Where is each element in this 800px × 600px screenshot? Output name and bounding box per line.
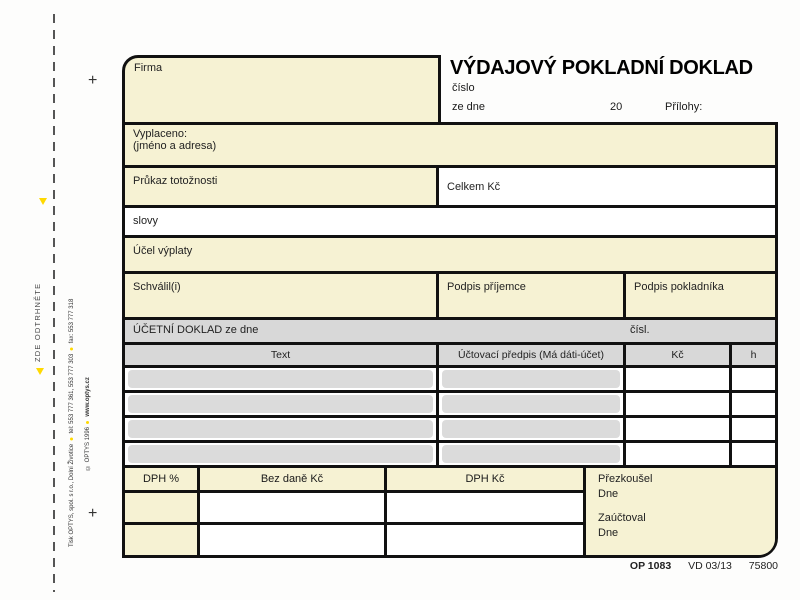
payment-purpose-field (125, 235, 775, 271)
bullet-icon: ● (68, 435, 75, 443)
czk-cell (626, 418, 732, 440)
firma-label: Firma (134, 62, 163, 74)
write-in-area (128, 370, 433, 388)
write-in-area (442, 395, 620, 413)
paid-to-label: Vyplaceno: (133, 128, 188, 140)
form-code-footer (122, 560, 778, 572)
column-header-posting-rule: Účtovací předpis (Má dáti-účet) (439, 345, 626, 365)
text-cell (125, 443, 439, 465)
vat-row (125, 522, 583, 555)
posting-rule-cell (439, 393, 626, 415)
vat-percent-cell (125, 493, 200, 522)
cashier-signature-field (626, 274, 775, 317)
hellers-cell (732, 418, 775, 440)
attachments-label: Přílohy: (665, 101, 703, 113)
without-tax-header: Bez daně Kč (200, 468, 387, 490)
identity-total-row (125, 165, 775, 205)
paid-to-field (125, 125, 775, 165)
bullet-icon: ● (68, 345, 75, 353)
year-prefix: 20 (610, 101, 623, 113)
website-text: www.optys.cz (85, 377, 91, 417)
form-number: 75800 (748, 560, 778, 572)
vat-section (125, 465, 775, 555)
posted-by-label: Zaúčtoval (598, 512, 646, 524)
posting-rule-cell (439, 368, 626, 390)
write-in-area (128, 420, 433, 438)
printer-name: Tisk OPTYS, spol. s r.o., Dolní Životice (69, 443, 75, 547)
vat-header-row (125, 468, 583, 490)
copyright-text: © OPTYS 1996 (85, 426, 91, 470)
table-row (125, 415, 775, 440)
text-cell (125, 393, 439, 415)
cashier-signature-label: Podpis pokladníka (634, 281, 724, 293)
registration-mark-top: + (88, 72, 98, 89)
tear-marker-icon (36, 368, 44, 375)
recipient-signature-field (439, 274, 626, 317)
printer-phone: tel: 553 777 361, 553 777 303 (69, 353, 75, 434)
accounting-document-label: ÚČETNÍ DOKLAD ze dne (133, 324, 259, 336)
registration-mark-bottom: + (88, 505, 98, 522)
checked-by-label: Přezkoušel (598, 473, 653, 485)
posted-date-label: Dne (598, 527, 619, 539)
table-header-row (125, 342, 775, 365)
printer-fax: fax: 553 777 318 (69, 298, 75, 344)
column-header-hellers: h (732, 345, 775, 365)
tear-marker-icon (39, 198, 47, 205)
column-header-text: Text (125, 345, 439, 365)
table-row (125, 440, 775, 465)
table-row (125, 390, 775, 415)
accounting-document-row (125, 317, 775, 342)
firma-field (122, 55, 441, 125)
amount-in-words-field (125, 205, 775, 235)
hellers-cell (732, 443, 775, 465)
write-in-area (442, 445, 620, 463)
without-tax-cell (200, 525, 387, 555)
column-header-czk: Kč (626, 345, 732, 365)
table-row (125, 365, 775, 390)
date-label: ze dne (452, 101, 486, 113)
total-czk-label: Celkem Kč (447, 181, 501, 193)
hellers-cell (732, 393, 775, 415)
approved-by-label: Schválil(i) (133, 281, 181, 293)
verification-block (583, 468, 775, 555)
number-label: číslo (452, 82, 475, 94)
payment-purpose-label: Účel výplaty (133, 245, 193, 257)
printer-info-line (68, 262, 75, 547)
tear-here-label: ZDE ODTRHNĚTE (33, 282, 42, 362)
accounting-number-label: čísl. (630, 324, 650, 336)
vat-czk-header: DPH Kč (387, 468, 583, 490)
czk-cell (626, 443, 732, 465)
write-in-area (442, 370, 620, 388)
posting-rule-cell (439, 418, 626, 440)
czk-cell (626, 368, 732, 390)
form-edition: VD 03/13 (688, 560, 732, 572)
checked-date-label: Dne (598, 488, 619, 500)
recipient-signature-label: Podpis příjemce (447, 281, 526, 293)
czk-cell (626, 393, 732, 415)
signatures-row (125, 271, 775, 317)
vat-percent-header: DPH % (125, 468, 200, 490)
text-cell (125, 368, 439, 390)
in-words-label: slovy (133, 215, 159, 227)
page-title: VÝDAJOVÝ POKLADNÍ DOKLAD (450, 57, 753, 79)
bullet-icon: ● (84, 418, 91, 426)
total-czk-field (439, 168, 775, 205)
vat-percent-cell (125, 525, 200, 555)
text-cell (125, 418, 439, 440)
identity-card-field (125, 168, 439, 205)
without-tax-cell (200, 493, 387, 522)
vat-czk-cell (387, 525, 583, 555)
vat-czk-cell (387, 493, 583, 522)
hellers-cell (732, 368, 775, 390)
vat-table (125, 468, 583, 555)
identity-card-label: Průkaz totožnosti (133, 175, 218, 187)
approved-by-field (125, 274, 439, 317)
perforation-dashed-line (53, 14, 55, 592)
vat-row (125, 490, 583, 522)
form-body (122, 122, 778, 558)
write-in-area (128, 445, 433, 463)
write-in-area (128, 395, 433, 413)
copyright-line (84, 335, 91, 470)
write-in-area (442, 420, 620, 438)
form-code: OP 1083 (629, 560, 672, 572)
document-header (450, 57, 776, 121)
paid-to-sublabel: (jméno a adresa) (133, 140, 217, 152)
posting-rule-cell (439, 443, 626, 465)
